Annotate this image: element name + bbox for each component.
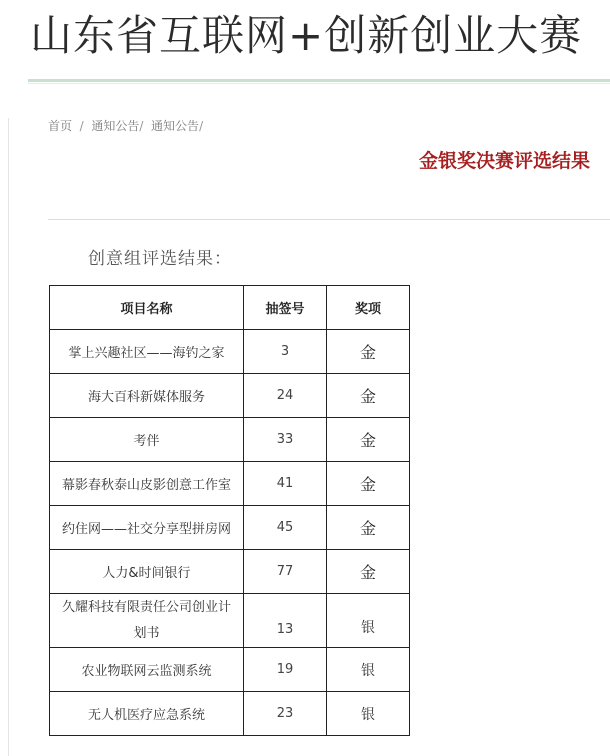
award-cell: 银 xyxy=(327,692,410,736)
table-row xyxy=(50,374,410,418)
site-title: 山东省互联网+创新创业大赛 xyxy=(30,11,583,60)
table-row xyxy=(50,462,410,506)
award-cell: 金 xyxy=(327,462,410,506)
section-heading: 创意组评选结果： xyxy=(88,249,232,269)
lot-number-cell: 13 xyxy=(244,594,327,648)
breadcrumb-separator: / xyxy=(199,119,204,133)
project-name-cell: 无人机医疗应急系统 xyxy=(50,692,244,736)
column-header-award: 奖项 xyxy=(327,286,410,330)
breadcrumb-separator: / xyxy=(139,119,148,133)
project-name-cell: 考伴 xyxy=(50,418,244,462)
header-divider xyxy=(28,79,610,82)
project-name-cell: 约住网——社交分享型拼房网 xyxy=(50,506,244,550)
table-row xyxy=(50,648,410,692)
table-row xyxy=(50,692,410,736)
breadcrumb-notice-link-current[interactable]: 通知公告 xyxy=(151,119,200,133)
column-header-project-name: 项目名称 xyxy=(50,286,244,330)
lot-number-cell: 19 xyxy=(244,648,327,692)
results-table xyxy=(49,285,410,736)
content-left-border xyxy=(8,118,9,756)
article-title: 金银奖决赛评选结果 xyxy=(418,150,590,172)
breadcrumb xyxy=(48,117,203,134)
lot-number-cell: 77 xyxy=(244,550,327,594)
project-name-cell: 久耀科技有限责任公司创业计划书 xyxy=(50,594,244,648)
content-divider xyxy=(48,219,610,220)
project-name-cell: 海大百科新媒体服务 xyxy=(50,374,244,418)
lot-number-cell: 33 xyxy=(244,418,327,462)
award-cell: 金 xyxy=(327,506,410,550)
lot-number-cell: 24 xyxy=(244,374,327,418)
table-header-row xyxy=(50,286,410,330)
project-name-cell: 农业物联网云监测系统 xyxy=(50,648,244,692)
lot-number-cell: 41 xyxy=(244,462,327,506)
breadcrumb-separator: / xyxy=(75,119,88,133)
table-row xyxy=(50,506,410,550)
award-cell: 金 xyxy=(327,550,410,594)
column-header-lot-number: 抽签号 xyxy=(244,286,327,330)
award-cell: 银 xyxy=(327,594,410,648)
award-cell: 金 xyxy=(327,330,410,374)
table-row xyxy=(50,330,410,374)
lot-number-cell: 45 xyxy=(244,506,327,550)
lot-number-cell: 23 xyxy=(244,692,327,736)
table-row xyxy=(50,418,410,462)
header-divider-thin xyxy=(28,83,610,84)
award-cell: 金 xyxy=(327,374,410,418)
breadcrumb-home-link[interactable]: 首页 xyxy=(48,119,73,133)
table-row xyxy=(50,550,410,594)
award-cell: 金 xyxy=(327,418,410,462)
project-name-cell: 幕影春秋泰山皮影创意工作室 xyxy=(50,462,244,506)
project-name-cell: 人力&时间银行 xyxy=(50,550,244,594)
table-row xyxy=(50,594,410,648)
award-cell: 银 xyxy=(327,648,410,692)
breadcrumb-notice-link[interactable]: 通知公告 xyxy=(91,119,140,133)
project-name-cell: 掌上兴趣社区——海钓之家 xyxy=(50,330,244,374)
lot-number-cell: 3 xyxy=(244,330,327,374)
